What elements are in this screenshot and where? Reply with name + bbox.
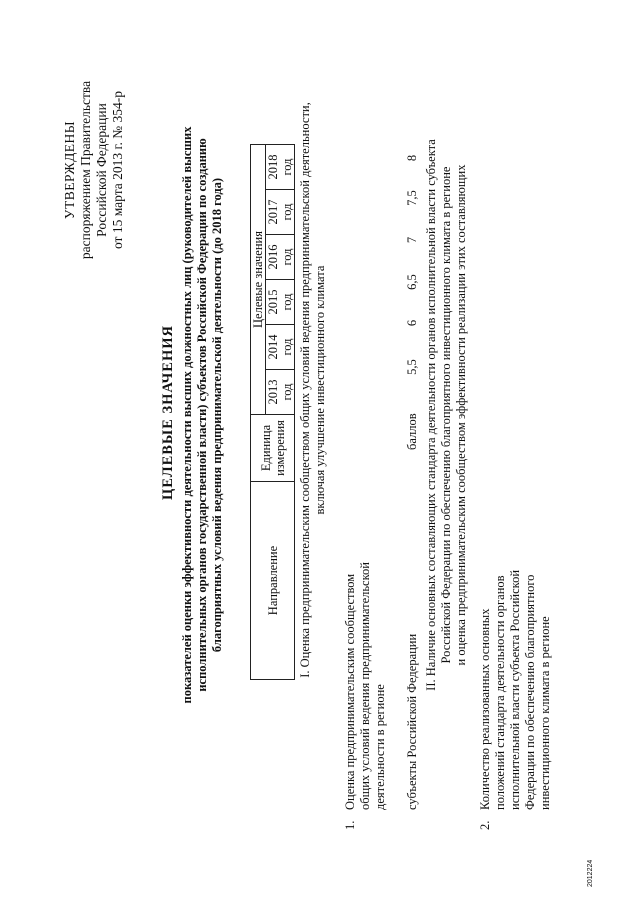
approval-line-3: Российской Федерации [94, 103, 109, 237]
section-2-line-2: Российской Федерации по обеспечению благоприятного инвестиционного климата в регионе [439, 166, 453, 664]
year-header-2018: 2018 год [266, 145, 295, 190]
row-1-subject-label: субъекты Российской Федерации [405, 633, 419, 810]
row-2-line-2: положений стандарта деятельности органов [493, 575, 507, 810]
row-1-number: 1. [343, 820, 357, 830]
row-1-value-2013: 5,5 [405, 359, 419, 375]
year-header-2017: 2017 год [266, 190, 295, 235]
row-1-line-1: Оценка предпринимательским сообществом [343, 573, 357, 810]
approval-block [62, 55, 126, 285]
approval-title: УТВЕРЖДЕНЫ [62, 120, 77, 220]
row-2-indicator [478, 570, 553, 810]
year-header-2015: 2015 год [266, 280, 295, 325]
subtitle-line-2: исполнительных органов государственной власти) субъектов Российской Федерации по созданию [195, 138, 209, 692]
section-1-line-1: I. Оценка предпринимательским сообществом общих условий ведения предпринимательской деятельности, [298, 102, 312, 678]
column-header-unit [251, 415, 295, 482]
document-subtitle [180, 105, 225, 725]
year-header-2013: 2013 год [266, 370, 295, 415]
row-2-line-1: Количество реализованных основных [478, 608, 492, 810]
row-1-indicator [343, 562, 388, 810]
row-2-line-5: инвестиционного климата в регионе [538, 616, 552, 810]
row-1-line-3: деятельности в регионе [373, 684, 387, 810]
row-1-value-2018: 8 [405, 154, 419, 162]
year-header-2014: 2014 год [266, 325, 295, 370]
section-1-line-2: включая улучшение инвестиционного климата [313, 265, 327, 515]
row-2-line-3: исполнительной власти субъекта Российской [508, 569, 522, 810]
row-1-line-2: общих условий ведения предпринимательской [358, 562, 372, 810]
approval-date-number: от 15 марта 2013 г. № 354-р [110, 90, 125, 250]
row-1-value-2017: 7,5 [405, 190, 419, 206]
targets-table-header [250, 144, 295, 680]
row-2-number: 2. [478, 820, 492, 830]
section-2-heading [424, 85, 469, 745]
year-header-2016: 2016 год [266, 235, 295, 280]
section-1-heading [298, 75, 328, 705]
row-1-unit: баллов [405, 413, 419, 450]
section-2-line-1: II. Наличие основных составляющих стандарта деятельности органов исполнительной власти субъекта [424, 139, 438, 691]
unit-header-line-2: измерения [272, 420, 287, 476]
unit-header-line-1: Единица [258, 424, 273, 472]
section-2-line-3: и оценка предпринимательским сообществом эффективности реализации этих составляющих [454, 164, 468, 666]
row-1-value-2015: 6,5 [405, 274, 419, 290]
column-header-targets: Целевые значения [251, 145, 266, 415]
document-title: ЦЕЛЕВЫЕ ЗНАЧЕНИЯ [160, 325, 176, 500]
document-code: 2012224 [587, 859, 594, 887]
approval-line-2: распоряжением Правительства [78, 80, 93, 260]
row-1-value-2014: 6 [405, 319, 419, 327]
subtitle-line-3: благоприятных условий ведения предпринимательской деятельности (до 2018 года) [210, 177, 224, 653]
row-1-value-2016: 7 [405, 236, 419, 244]
subtitle-line-1: показателей оценки эффективности деятельности высших должностных лиц (руководителей высших [180, 126, 194, 704]
column-header-direction: Направление [251, 482, 295, 680]
row-2-line-4: Федерации по обеспечению благоприятного [523, 574, 537, 810]
